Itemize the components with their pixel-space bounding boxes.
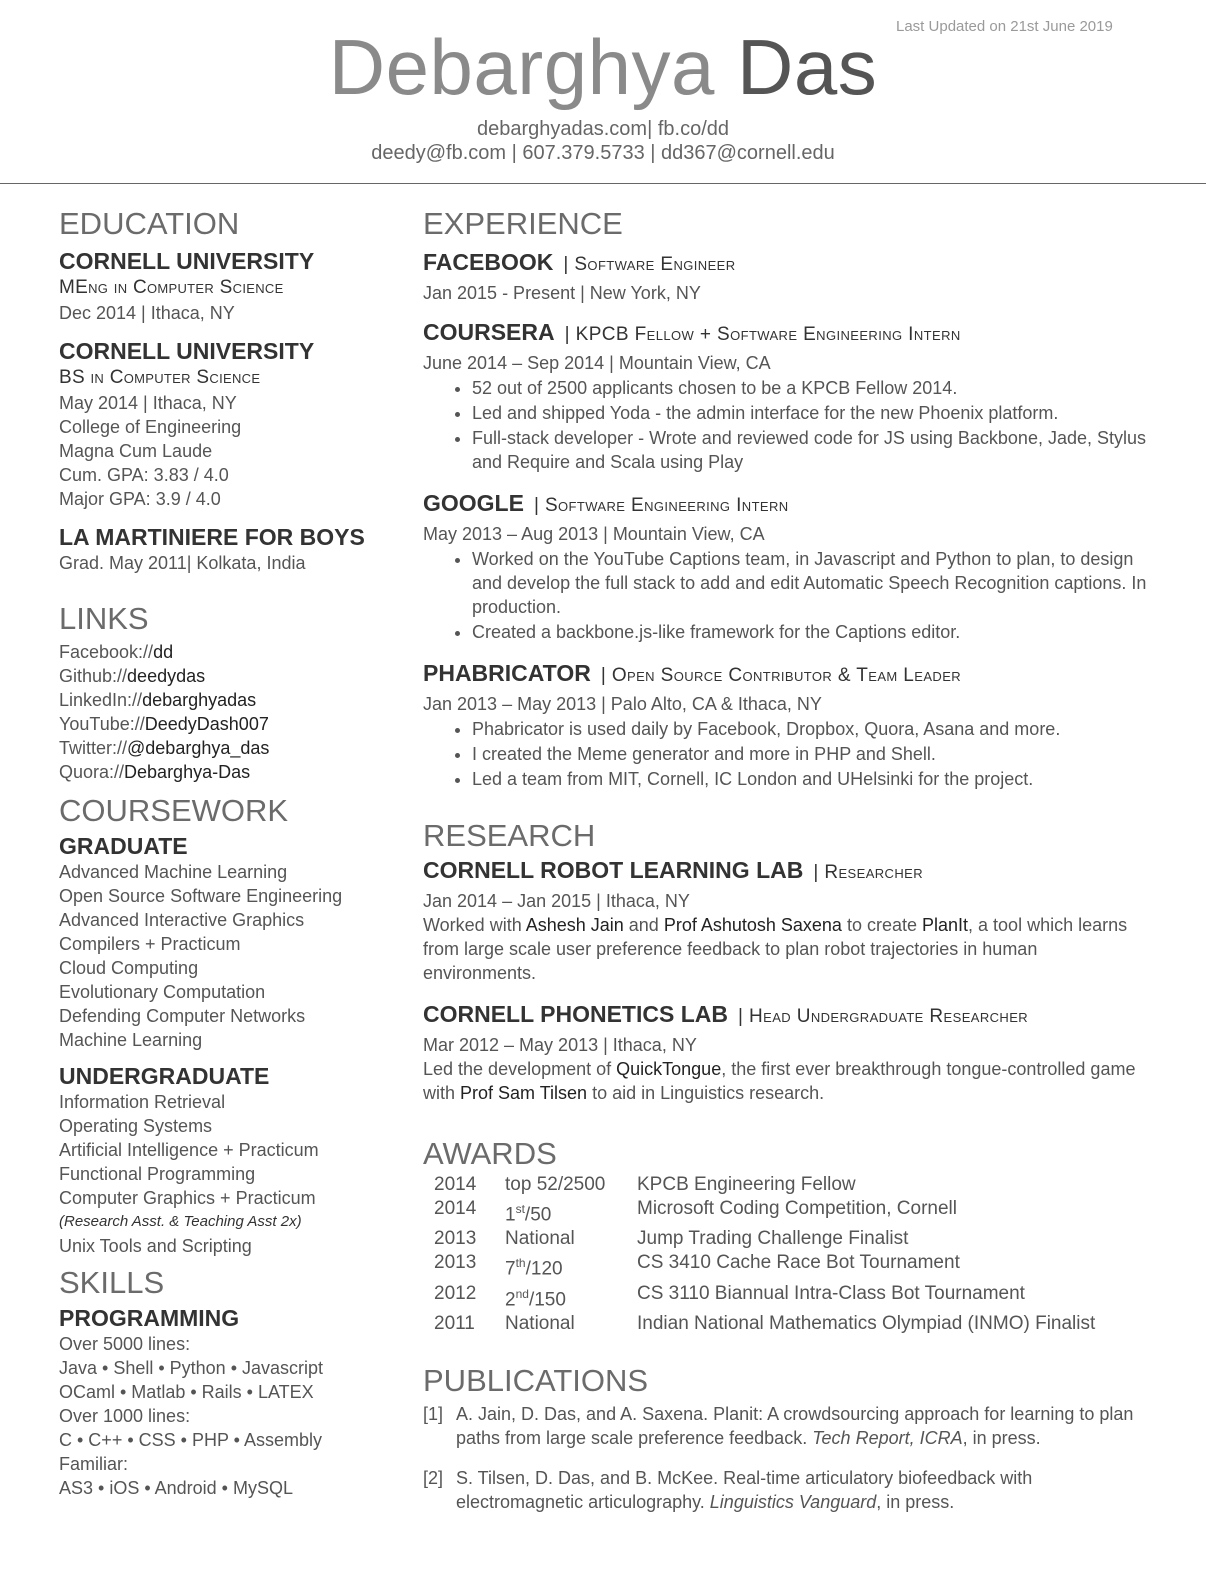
last-updated: Last Updated on 21st June 2019 — [896, 18, 1113, 35]
degree: MEng in Computer Science — [59, 277, 284, 298]
research-heading: RESEARCH — [423, 818, 596, 853]
award-name: Microsoft Coding Competition, Cornell — [637, 1198, 957, 1219]
job-bullet: • Led a team from MIT, Cornell, IC London and UHelsinki for the project. — [472, 767, 1153, 791]
job-header — [423, 247, 1153, 281]
skill-tier-label: Familiar: — [59, 1454, 129, 1474]
link-value[interactable]: dd — [153, 642, 174, 662]
award-row — [434, 1282, 1095, 1312]
award-rank: 1st/50 — [505, 1202, 552, 1226]
coursework-heading: COURSEWORK — [59, 793, 289, 828]
publication-text: A. Jain, D. Das, and A. Saxena. Planit: A crowdsourcing approach for learning to plan paths from large scale preference feedback. Tech Report, ICRA, in press. — [456, 1403, 1134, 1448]
skills-heading: SKILLS — [59, 1265, 165, 1300]
degree: BS in Computer Science — [59, 367, 261, 388]
text: , a tool which learns from large scale user preference feedback to plan robot trajectories in human environments. — [423, 915, 1128, 983]
course-item: Open Source Software Engineering — [59, 886, 343, 906]
course-item: Advanced Machine Learning — [59, 862, 288, 882]
job-header — [423, 488, 1153, 522]
link-label: Facebook:// — [59, 642, 154, 662]
undergraduate-heading: UNDERGRADUATE — [59, 1063, 270, 1089]
text: Worked with — [423, 915, 526, 935]
first-name: Debarghya — [328, 23, 715, 111]
award-rank: 7th/120 — [505, 1256, 563, 1280]
course-item: Defending Computer Networks — [59, 1006, 306, 1026]
project-name: PlanIt — [922, 915, 969, 935]
course-item: Advanced Interactive Graphics — [59, 910, 305, 930]
left-column — [59, 205, 399, 1500]
awards-table — [434, 1173, 1095, 1336]
education-detail: Cum. GPA: 3.83 / 4.0 — [59, 465, 229, 485]
job-entry — [423, 658, 1153, 791]
skill-tier-label: Over 1000 lines: — [59, 1406, 191, 1426]
link-linkedin[interactable] — [59, 688, 399, 712]
job-bullets — [423, 717, 1153, 791]
skill-tier-label: Over 5000 lines: — [59, 1334, 191, 1354]
job-date: Jan 2013 – May 2013 | Palo Alto, CA & Ithaca, NY — [423, 694, 822, 714]
link-label: Quora:// — [59, 762, 125, 782]
link-label: Twitter:// — [59, 738, 128, 758]
skill-list: AS3 • iOS • Android • MySQL — [59, 1478, 293, 1498]
award-name: CS 3410 Cache Race Bot Tournament — [637, 1252, 960, 1274]
person-name: Prof Sam Tilsen — [460, 1083, 588, 1103]
publication-item — [423, 1466, 1153, 1514]
research-entry — [423, 855, 1153, 985]
text: to aid in Linguistics research. — [587, 1083, 825, 1103]
job-header — [423, 658, 1153, 692]
link-value[interactable]: deedydas — [127, 666, 206, 686]
text: , the first ever breakthrough tongue-controlled game with — [423, 1059, 1136, 1103]
education-detail: Magna Cum Laude — [59, 441, 213, 461]
research-role: | Head Undergraduate Researcher — [737, 1006, 1029, 1027]
education-item — [59, 337, 399, 511]
graduate-heading: GRADUATE — [59, 833, 188, 859]
course-note: (Research Asst. & Teaching Asst 2x) — [59, 1213, 302, 1230]
education-date: May 2014 | Ithaca, NY — [59, 393, 237, 413]
job-date: June 2014 – Sep 2014 | Mountain View, CA — [423, 353, 771, 373]
job-entry — [423, 317, 1153, 474]
job-date: May 2013 – Aug 2013 | Mountain View, CA — [423, 524, 765, 544]
job-bullet: • Full-stack developer - Wrote and reviewed code for JS using Backbone, Jade, Stylus and Require and Scala using Play — [472, 426, 1153, 474]
link-value[interactable]: DeedyDash007 — [144, 714, 269, 734]
publications-heading: PUBLICATIONS — [423, 1362, 649, 1398]
course-item: Cloud Computing — [59, 958, 199, 978]
resume-name — [0, 22, 1206, 112]
education-item — [59, 523, 399, 575]
research-description — [423, 913, 1153, 985]
school-name: CORNELL UNIVERSITY — [59, 338, 315, 364]
skill-list: Java • Shell • Python • Javascript — [59, 1358, 324, 1378]
award-name: CS 3110 Biannual Intra-Class Bot Tournament — [637, 1282, 1025, 1304]
link-value[interactable]: debarghyadas — [142, 690, 257, 710]
job-role: | Software Engineering Intern — [533, 495, 789, 516]
text: and — [623, 915, 664, 935]
award-year: 2013 — [434, 1228, 477, 1250]
award-row — [434, 1173, 1095, 1197]
award-rank: National — [505, 1228, 575, 1250]
award-year: 2014 — [434, 1174, 477, 1195]
job-bullet: • 52 out of 2500 applicants chosen to be a KPCB Fellow 2014. — [472, 376, 1153, 400]
experience-heading: EXPERIENCE — [423, 206, 623, 241]
skill-list: C • C++ • CSS • PHP • Assembly — [59, 1430, 322, 1450]
research-date: Mar 2012 – May 2013 | Ithaca, NY — [423, 1035, 697, 1055]
link-label: Github:// — [59, 666, 128, 686]
company-name: FACEBOOK — [423, 249, 554, 275]
link-github[interactable] — [59, 664, 399, 688]
person-name: Ashesh Jain — [525, 915, 624, 935]
text: to create — [841, 915, 922, 935]
link-label: YouTube:// — [59, 714, 145, 734]
skill-list: OCaml • Matlab • Rails • LATEX — [59, 1382, 314, 1402]
course-item: Operating Systems — [59, 1116, 213, 1136]
job-role: | KPCB Fellow + Software Engineering Intern — [564, 324, 961, 345]
research-date: Jan 2014 – Jan 2015 | Ithaca, NY — [423, 891, 690, 911]
header-divider — [0, 183, 1206, 184]
last-name: Das — [737, 23, 878, 111]
research-header — [423, 855, 1153, 889]
publications-list — [423, 1402, 1153, 1514]
course-item: Evolutionary Computation — [59, 982, 266, 1002]
company-name: GOOGLE — [423, 490, 524, 516]
contact-line-1[interactable]: debarghyadas.com| fb.co/dd — [476, 118, 730, 140]
award-year: 2011 — [434, 1312, 475, 1334]
job-header — [423, 317, 1153, 351]
course-item: Functional Programming — [59, 1164, 256, 1184]
job-bullet: • Worked on the YouTube Captions team, in Javascript and Python to plan, to design and develop the full stack to add and edit Automatic Speech Recognition captions. In production. — [472, 547, 1153, 619]
award-name: Indian National Mathematics Olympiad (INMO) Finalist — [637, 1312, 1096, 1334]
research-role: | Researcher — [813, 862, 923, 883]
award-rank: top 52/2500 — [505, 1174, 606, 1195]
education-detail: Major GPA: 3.9 / 4.0 — [59, 489, 221, 509]
text: Led the development of — [423, 1059, 617, 1079]
lab-name: CORNELL PHONETICS LAB — [423, 1001, 728, 1027]
link-facebook[interactable] — [59, 640, 399, 664]
education-detail: College of Engineering — [59, 417, 242, 437]
job-bullet: • I created the Meme generator and more in PHP and Shell. — [472, 742, 1153, 766]
award-name: Jump Trading Challenge Finalist — [637, 1228, 909, 1250]
job-date: Jan 2015 - Present | New York, NY — [423, 283, 701, 303]
course-item: Computer Graphics + Practicum — [59, 1188, 316, 1208]
job-role: | Software Engineer — [563, 254, 736, 275]
award-rank: National — [505, 1312, 575, 1334]
lab-name: CORNELL ROBOT LEARNING LAB — [423, 857, 804, 883]
school-name: LA MARTINIERE FOR BOYS — [59, 524, 365, 550]
research-description — [423, 1057, 1153, 1105]
link-label: LinkedIn:// — [59, 690, 143, 710]
project-name: QuickTongue — [616, 1059, 722, 1079]
research-entry — [423, 999, 1153, 1105]
links-list — [59, 640, 399, 784]
research-header — [423, 999, 1153, 1033]
job-bullet: • Created a backbone.js-like framework for the Captions editor. — [472, 620, 1153, 644]
education-heading: EDUCATION — [59, 206, 240, 241]
course-item: Unix Tools and Scripting — [59, 1236, 252, 1256]
award-year: 2013 — [434, 1252, 477, 1274]
publication-item — [423, 1402, 1153, 1450]
school-name: CORNELL UNIVERSITY — [59, 248, 315, 274]
education-item — [59, 247, 399, 325]
job-bullets — [423, 547, 1153, 644]
job-bullet: • Phabricator is used daily by Facebook, Dropbox, Quora, Asana and more. — [472, 717, 1153, 741]
publication-text: S. Tilsen, D. Das, and B. McKee. Real-time articulatory biofeedback with electromagnetic articulography. Linguistics Vanguard, in press. — [456, 1467, 1033, 1512]
award-row — [434, 1312, 1095, 1336]
programming-heading: PROGRAMMING — [59, 1305, 240, 1331]
person-name: Prof Ashutosh Saxena — [663, 915, 842, 935]
education-date: Grad. May 2011| Kolkata, India — [59, 553, 306, 573]
job-role: | Open Source Contributor & Team Leader — [600, 665, 962, 686]
right-column — [423, 205, 1153, 1530]
contact-line-2[interactable]: deedy@fb.com | 607.379.5733 | dd367@cornell.edu — [371, 142, 835, 164]
links-heading: LINKS — [59, 601, 149, 636]
job-entry — [423, 488, 1153, 644]
company-name: PHABRICATOR — [423, 660, 591, 686]
link-value[interactable]: Debarghya-Das — [124, 762, 251, 782]
link-value[interactable]: @debarghya_das — [127, 738, 270, 758]
link-twitter[interactable] — [59, 736, 399, 760]
award-name: KPCB Engineering Fellow — [637, 1174, 856, 1195]
award-row — [434, 1227, 1095, 1251]
publication-number: [2] — [423, 1467, 444, 1488]
award-year: 2012 — [434, 1282, 477, 1304]
publication-number: [1] — [423, 1403, 444, 1424]
awards-heading: AWARDS — [423, 1136, 557, 1171]
course-item: Artificial Intelligence + Practicum — [59, 1140, 319, 1160]
award-row — [434, 1197, 1095, 1227]
course-item: Information Retrieval — [59, 1092, 226, 1112]
education-date: Dec 2014 | Ithaca, NY — [59, 303, 235, 323]
job-bullet: • Led and shipped Yoda - the admin interface for the new Phoenix platform. — [472, 401, 1153, 425]
link-quora[interactable] — [59, 760, 399, 784]
link-youtube[interactable] — [59, 712, 399, 736]
company-name: COURSERA — [423, 319, 555, 345]
job-entry — [423, 247, 1153, 305]
award-rank: 2nd/150 — [505, 1286, 566, 1310]
course-item: Machine Learning — [59, 1030, 203, 1050]
award-row — [434, 1251, 1095, 1281]
award-year: 2014 — [434, 1198, 477, 1219]
job-bullets — [423, 376, 1153, 474]
course-item: Compilers + Practicum — [59, 934, 241, 954]
